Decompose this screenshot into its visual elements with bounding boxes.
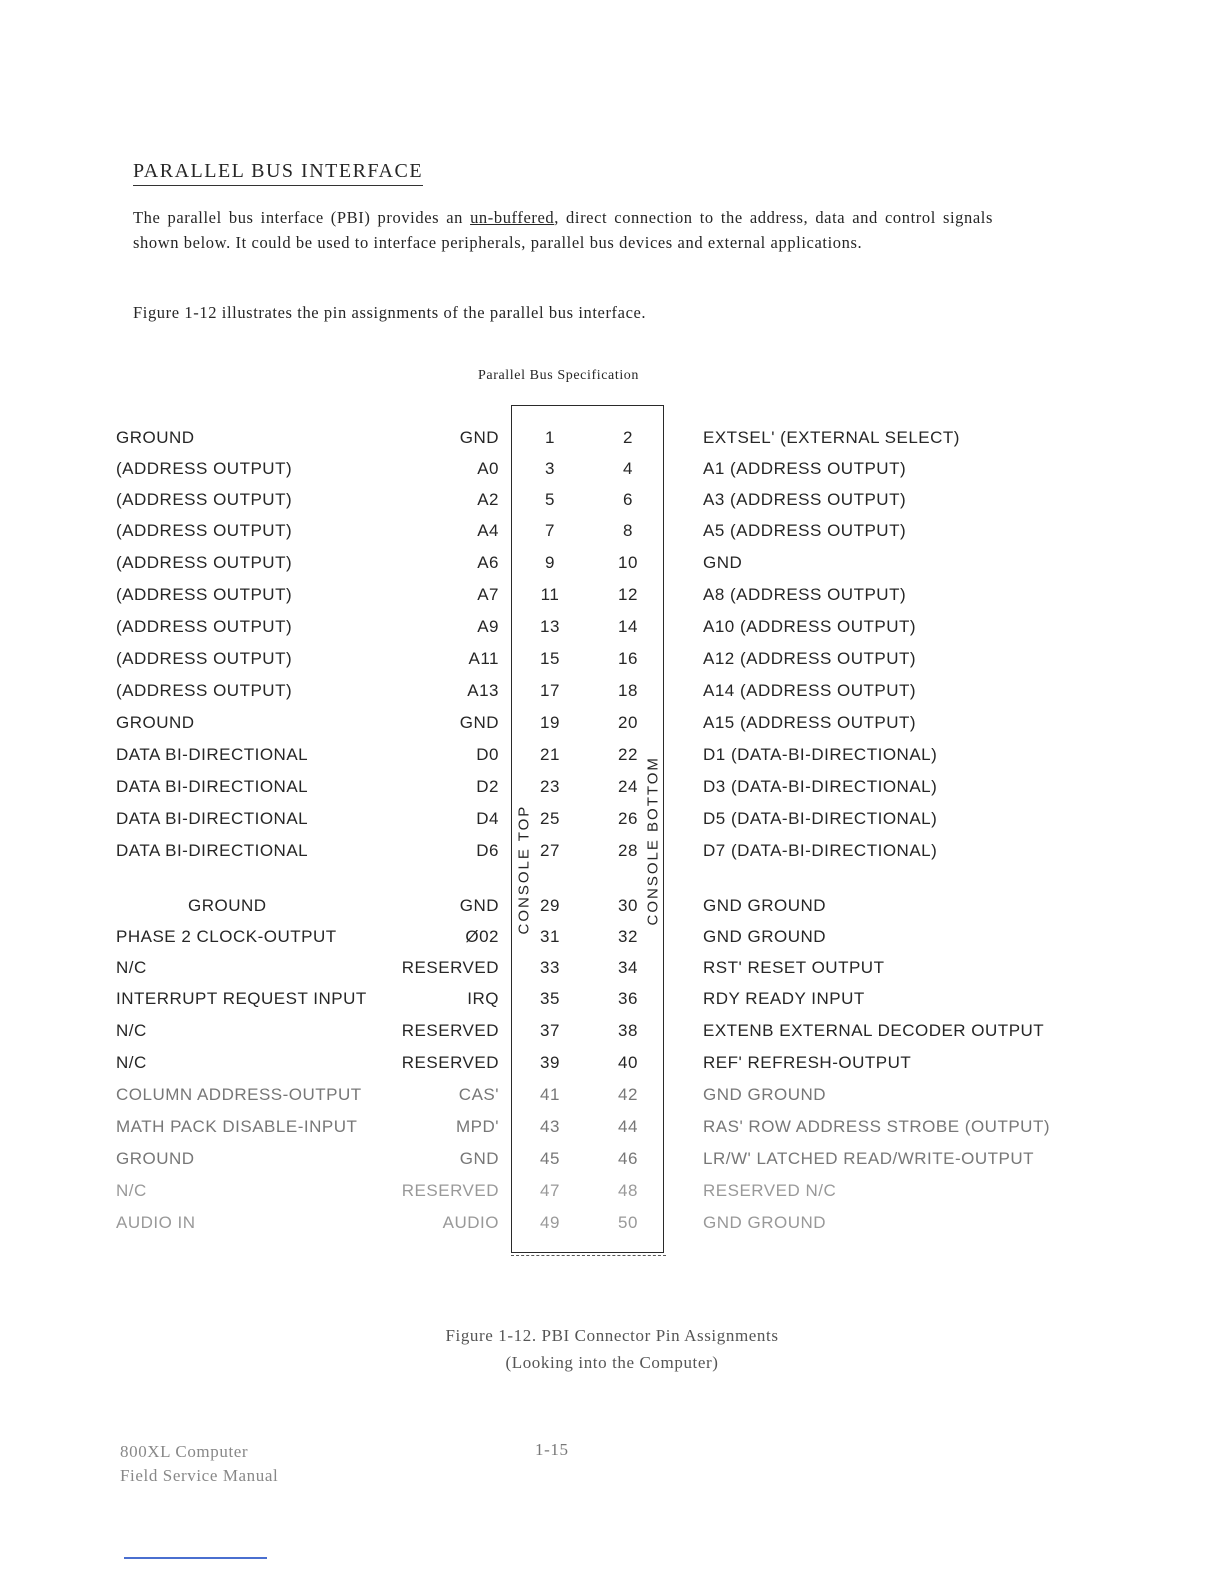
pin-number-even: 12	[618, 585, 638, 604]
pin-left-name: GROUND	[116, 428, 195, 447]
pin-left-name: GROUND	[116, 1149, 195, 1168]
pin-left-signal: D2	[476, 777, 499, 796]
pin-number-odd: 31	[540, 927, 560, 946]
pin-left-name: DATA BI-DIRECTIONAL	[116, 745, 309, 764]
pin-number-odd: 11	[540, 585, 560, 604]
pin-left-name: DATA BI-DIRECTIONAL	[116, 841, 309, 860]
footer-rule	[124, 1557, 267, 1559]
pin-number-odd: 3	[545, 459, 555, 478]
pin-number-even: 14	[618, 617, 638, 636]
pin-row	[0, 1117, 1224, 1147]
pin-row	[0, 585, 1224, 615]
footer-manual-title	[120, 1440, 278, 1488]
pin-right-description: A12 (ADDRESS OUTPUT)	[703, 649, 917, 668]
pin-number-odd: 5	[545, 490, 555, 509]
pin-right-description: A15 (ADDRESS OUTPUT)	[703, 713, 917, 732]
pin-left-signal: A9	[477, 617, 499, 636]
pin-left-signal: GND	[459, 428, 499, 447]
pin-number-even: 22	[618, 745, 638, 764]
pin-row	[0, 649, 1224, 679]
pin-left-signal: RESERVED	[401, 1181, 499, 1200]
pin-left-name: (ADDRESS OUTPUT)	[116, 617, 293, 636]
pin-left-name: (ADDRESS OUTPUT)	[116, 459, 293, 478]
pin-right-description: GND GROUND	[703, 927, 827, 946]
pin-left-signal: GND	[459, 1149, 499, 1168]
pin-right-description: RAS' ROW ADDRESS STROBE (OUTPUT)	[703, 1117, 1050, 1136]
intro-text-after: , direct connection to the address, data and control signals shown below. It could be used to interface peripherals, parallel bus devices and external applications.	[133, 208, 993, 252]
pin-left-name: INTERRUPT REQUEST INPUT	[116, 989, 367, 1008]
pin-number-even: 48	[618, 1181, 638, 1200]
pin-row	[0, 521, 1224, 551]
pin-number-even: 30	[618, 896, 638, 915]
pin-row	[0, 1021, 1224, 1051]
pin-number-even: 18	[618, 681, 638, 700]
pin-left-signal: AUDIO	[442, 1213, 499, 1232]
pin-number-even: 4	[623, 459, 633, 478]
pin-left-signal: RESERVED	[401, 1053, 499, 1072]
footer-page-number: 1-15	[535, 1440, 569, 1459]
pin-left-signal: A13	[467, 681, 499, 700]
pin-right-description: RDY READY INPUT	[703, 989, 865, 1008]
pin-left-signal: A4	[477, 521, 499, 540]
pin-row	[0, 459, 1224, 489]
pin-row	[0, 1149, 1224, 1179]
pin-number-even: 44	[618, 1117, 638, 1136]
pin-number-odd: 29	[540, 896, 560, 915]
pin-right-description: GND GROUND	[703, 1085, 827, 1104]
pin-number-even: 42	[618, 1085, 638, 1104]
pin-right-description: D7 (DATA-BI-DIRECTIONAL)	[703, 841, 938, 860]
pin-number-even: 38	[618, 1021, 638, 1040]
pin-right-description: GND GROUND	[703, 1213, 827, 1232]
pin-left-name: (ADDRESS OUTPUT)	[116, 681, 293, 700]
pin-left-name: (ADDRESS OUTPUT)	[116, 553, 293, 572]
pin-number-odd: 1	[545, 428, 555, 447]
pin-number-odd: 43	[540, 1117, 560, 1136]
pin-left-name: GROUND	[116, 713, 195, 732]
pin-number-odd: 47	[540, 1181, 560, 1200]
pin-number-even: 28	[618, 841, 638, 860]
pin-right-description: A5 (ADDRESS OUTPUT)	[703, 521, 907, 540]
pin-number-even: 20	[618, 713, 638, 732]
pin-left-name: N/C	[116, 958, 147, 977]
pin-left-name: COLUMN ADDRESS-OUTPUT	[116, 1085, 362, 1104]
pin-number-odd: 39	[540, 1053, 560, 1072]
pin-left-name: N/C	[116, 1021, 147, 1040]
pin-number-odd: 41	[540, 1085, 560, 1104]
console-bottom-label: CONSOLE BOTTOM	[644, 756, 662, 926]
footer-line-1: 800XL Computer	[120, 1442, 249, 1461]
connector-bottom-edge	[511, 1255, 666, 1256]
pin-row	[0, 809, 1224, 839]
pin-number-odd: 7	[545, 521, 555, 540]
figure-caption	[0, 1322, 1224, 1376]
pin-left-signal: RESERVED	[401, 1021, 499, 1040]
pin-row	[0, 1181, 1224, 1211]
pin-right-description: RST' RESET OUTPUT	[703, 958, 885, 977]
pin-left-signal: A7	[477, 585, 499, 604]
pin-left-signal: D6	[476, 841, 499, 860]
pin-row	[0, 1085, 1224, 1115]
pin-left-signal: RESERVED	[401, 958, 499, 977]
pin-right-description: REF' REFRESH-OUTPUT	[703, 1053, 912, 1072]
pin-right-description: GND GROUND	[703, 896, 827, 915]
pin-right-description: A3 (ADDRESS OUTPUT)	[703, 490, 907, 509]
pin-left-name: (ADDRESS OUTPUT)	[116, 649, 293, 668]
pin-row	[0, 777, 1224, 807]
pin-number-odd: 19	[540, 713, 560, 732]
pin-left-signal: A0	[477, 459, 499, 478]
pin-row	[0, 896, 1224, 926]
pin-number-odd: 25	[540, 809, 560, 828]
spec-title: Parallel Bus Specification	[478, 368, 640, 383]
console-top-label: CONSOLE TOP	[515, 804, 533, 935]
pin-number-odd: 9	[545, 553, 555, 572]
pin-row	[0, 681, 1224, 711]
pin-number-odd: 23	[540, 777, 560, 796]
pin-number-even: 10	[618, 553, 638, 572]
pin-number-odd: 21	[540, 745, 560, 764]
pin-right-description: EXTENB EXTERNAL DECODER OUTPUT	[703, 1021, 1045, 1040]
pin-number-even: 6	[623, 490, 633, 509]
pin-number-even: 46	[618, 1149, 638, 1168]
pin-number-even: 36	[618, 989, 638, 1008]
pin-row	[0, 1213, 1224, 1243]
pin-left-signal: A2	[477, 490, 499, 509]
figure-caption-title: Figure 1-12. PBI Connector Pin Assignments	[445, 1326, 779, 1345]
pin-number-odd: 17	[540, 681, 560, 700]
pin-left-name: (ADDRESS OUTPUT)	[116, 521, 293, 540]
pin-number-odd: 35	[540, 989, 560, 1008]
pin-row	[0, 490, 1224, 520]
pin-right-description: A14 (ADDRESS OUTPUT)	[703, 681, 917, 700]
pin-row	[0, 745, 1224, 775]
pin-number-odd: 15	[540, 649, 560, 668]
pin-number-odd: 45	[540, 1149, 560, 1168]
intro-paragraph	[133, 205, 993, 255]
pin-number-even: 8	[623, 521, 633, 540]
intro-text-before: The parallel bus interface (PBI) provides an	[133, 208, 471, 227]
pin-left-name: GROUND	[188, 896, 267, 915]
pin-left-signal: A6	[477, 553, 499, 572]
pin-right-description: A10 (ADDRESS OUTPUT)	[703, 617, 917, 636]
pin-number-even: 24	[618, 777, 638, 796]
pin-number-odd: 49	[540, 1213, 560, 1232]
pin-row	[0, 841, 1224, 871]
pin-right-description: EXTSEL' (EXTERNAL SELECT)	[703, 428, 960, 447]
pin-right-description: LR/W' LATCHED READ/WRITE-OUTPUT	[703, 1149, 1035, 1168]
pin-number-even: 26	[618, 809, 638, 828]
footer-line-2: Field Service Manual	[120, 1466, 279, 1485]
pin-right-description: RESERVED N/C	[703, 1181, 837, 1200]
pin-right-description: D1 (DATA-BI-DIRECTIONAL)	[703, 745, 938, 764]
pin-left-name: AUDIO IN	[116, 1213, 196, 1232]
pin-row	[0, 553, 1224, 583]
pin-row	[0, 958, 1224, 988]
pin-left-name: PHASE 2 CLOCK-OUTPUT	[116, 927, 337, 946]
pin-left-name: N/C	[116, 1181, 147, 1200]
pin-left-signal: GND	[459, 713, 499, 732]
pin-right-description: A1 (ADDRESS OUTPUT)	[703, 459, 907, 478]
section-heading: PARALLEL BUS INTERFACE	[133, 160, 423, 186]
pin-left-name: DATA BI-DIRECTIONAL	[116, 777, 309, 796]
pin-left-signal: Ø02	[465, 927, 499, 946]
pin-row	[0, 713, 1224, 743]
pin-row	[0, 1053, 1224, 1083]
pin-right-description: A8 (ADDRESS OUTPUT)	[703, 585, 907, 604]
pin-left-signal: A11	[468, 649, 499, 668]
pin-row	[0, 428, 1224, 458]
pin-left-name: (ADDRESS OUTPUT)	[116, 490, 293, 509]
pin-left-signal: GND	[459, 896, 499, 915]
pin-right-description: GND	[703, 553, 743, 572]
pin-number-odd: 33	[540, 958, 560, 977]
figure-reference-text: Figure 1-12 illustrates the pin assignments of the parallel bus interface.	[133, 303, 647, 322]
pin-left-signal: D4	[476, 809, 499, 828]
pin-left-signal: MPD'	[455, 1117, 499, 1136]
pin-right-description: D3 (DATA-BI-DIRECTIONAL)	[703, 777, 938, 796]
intro-text-underlined: un-buffered	[470, 208, 555, 227]
pin-left-signal: IRQ	[467, 989, 499, 1008]
pin-number-odd: 27	[540, 841, 560, 860]
pin-left-name: (ADDRESS OUTPUT)	[116, 585, 293, 604]
pin-number-even: 50	[618, 1213, 638, 1232]
pin-left-signal: D0	[476, 745, 499, 764]
pin-number-even: 32	[618, 927, 638, 946]
pin-left-name: N/C	[116, 1053, 147, 1072]
pin-row	[0, 617, 1224, 647]
pin-number-odd: 13	[540, 617, 560, 636]
pin-number-even: 34	[618, 958, 638, 977]
pin-number-odd: 37	[540, 1021, 560, 1040]
pin-left-name: DATA BI-DIRECTIONAL	[116, 809, 309, 828]
pin-number-even: 16	[618, 649, 638, 668]
pin-right-description: D5 (DATA-BI-DIRECTIONAL)	[703, 809, 938, 828]
pin-number-even: 2	[623, 428, 633, 447]
pin-row	[0, 989, 1224, 1019]
pin-row	[0, 927, 1224, 957]
pin-left-signal: CAS'	[458, 1085, 499, 1104]
pin-number-even: 40	[618, 1053, 638, 1072]
figure-caption-subtitle: (Looking into the Computer)	[505, 1353, 719, 1372]
pin-left-name: MATH PACK DISABLE-INPUT	[116, 1117, 358, 1136]
